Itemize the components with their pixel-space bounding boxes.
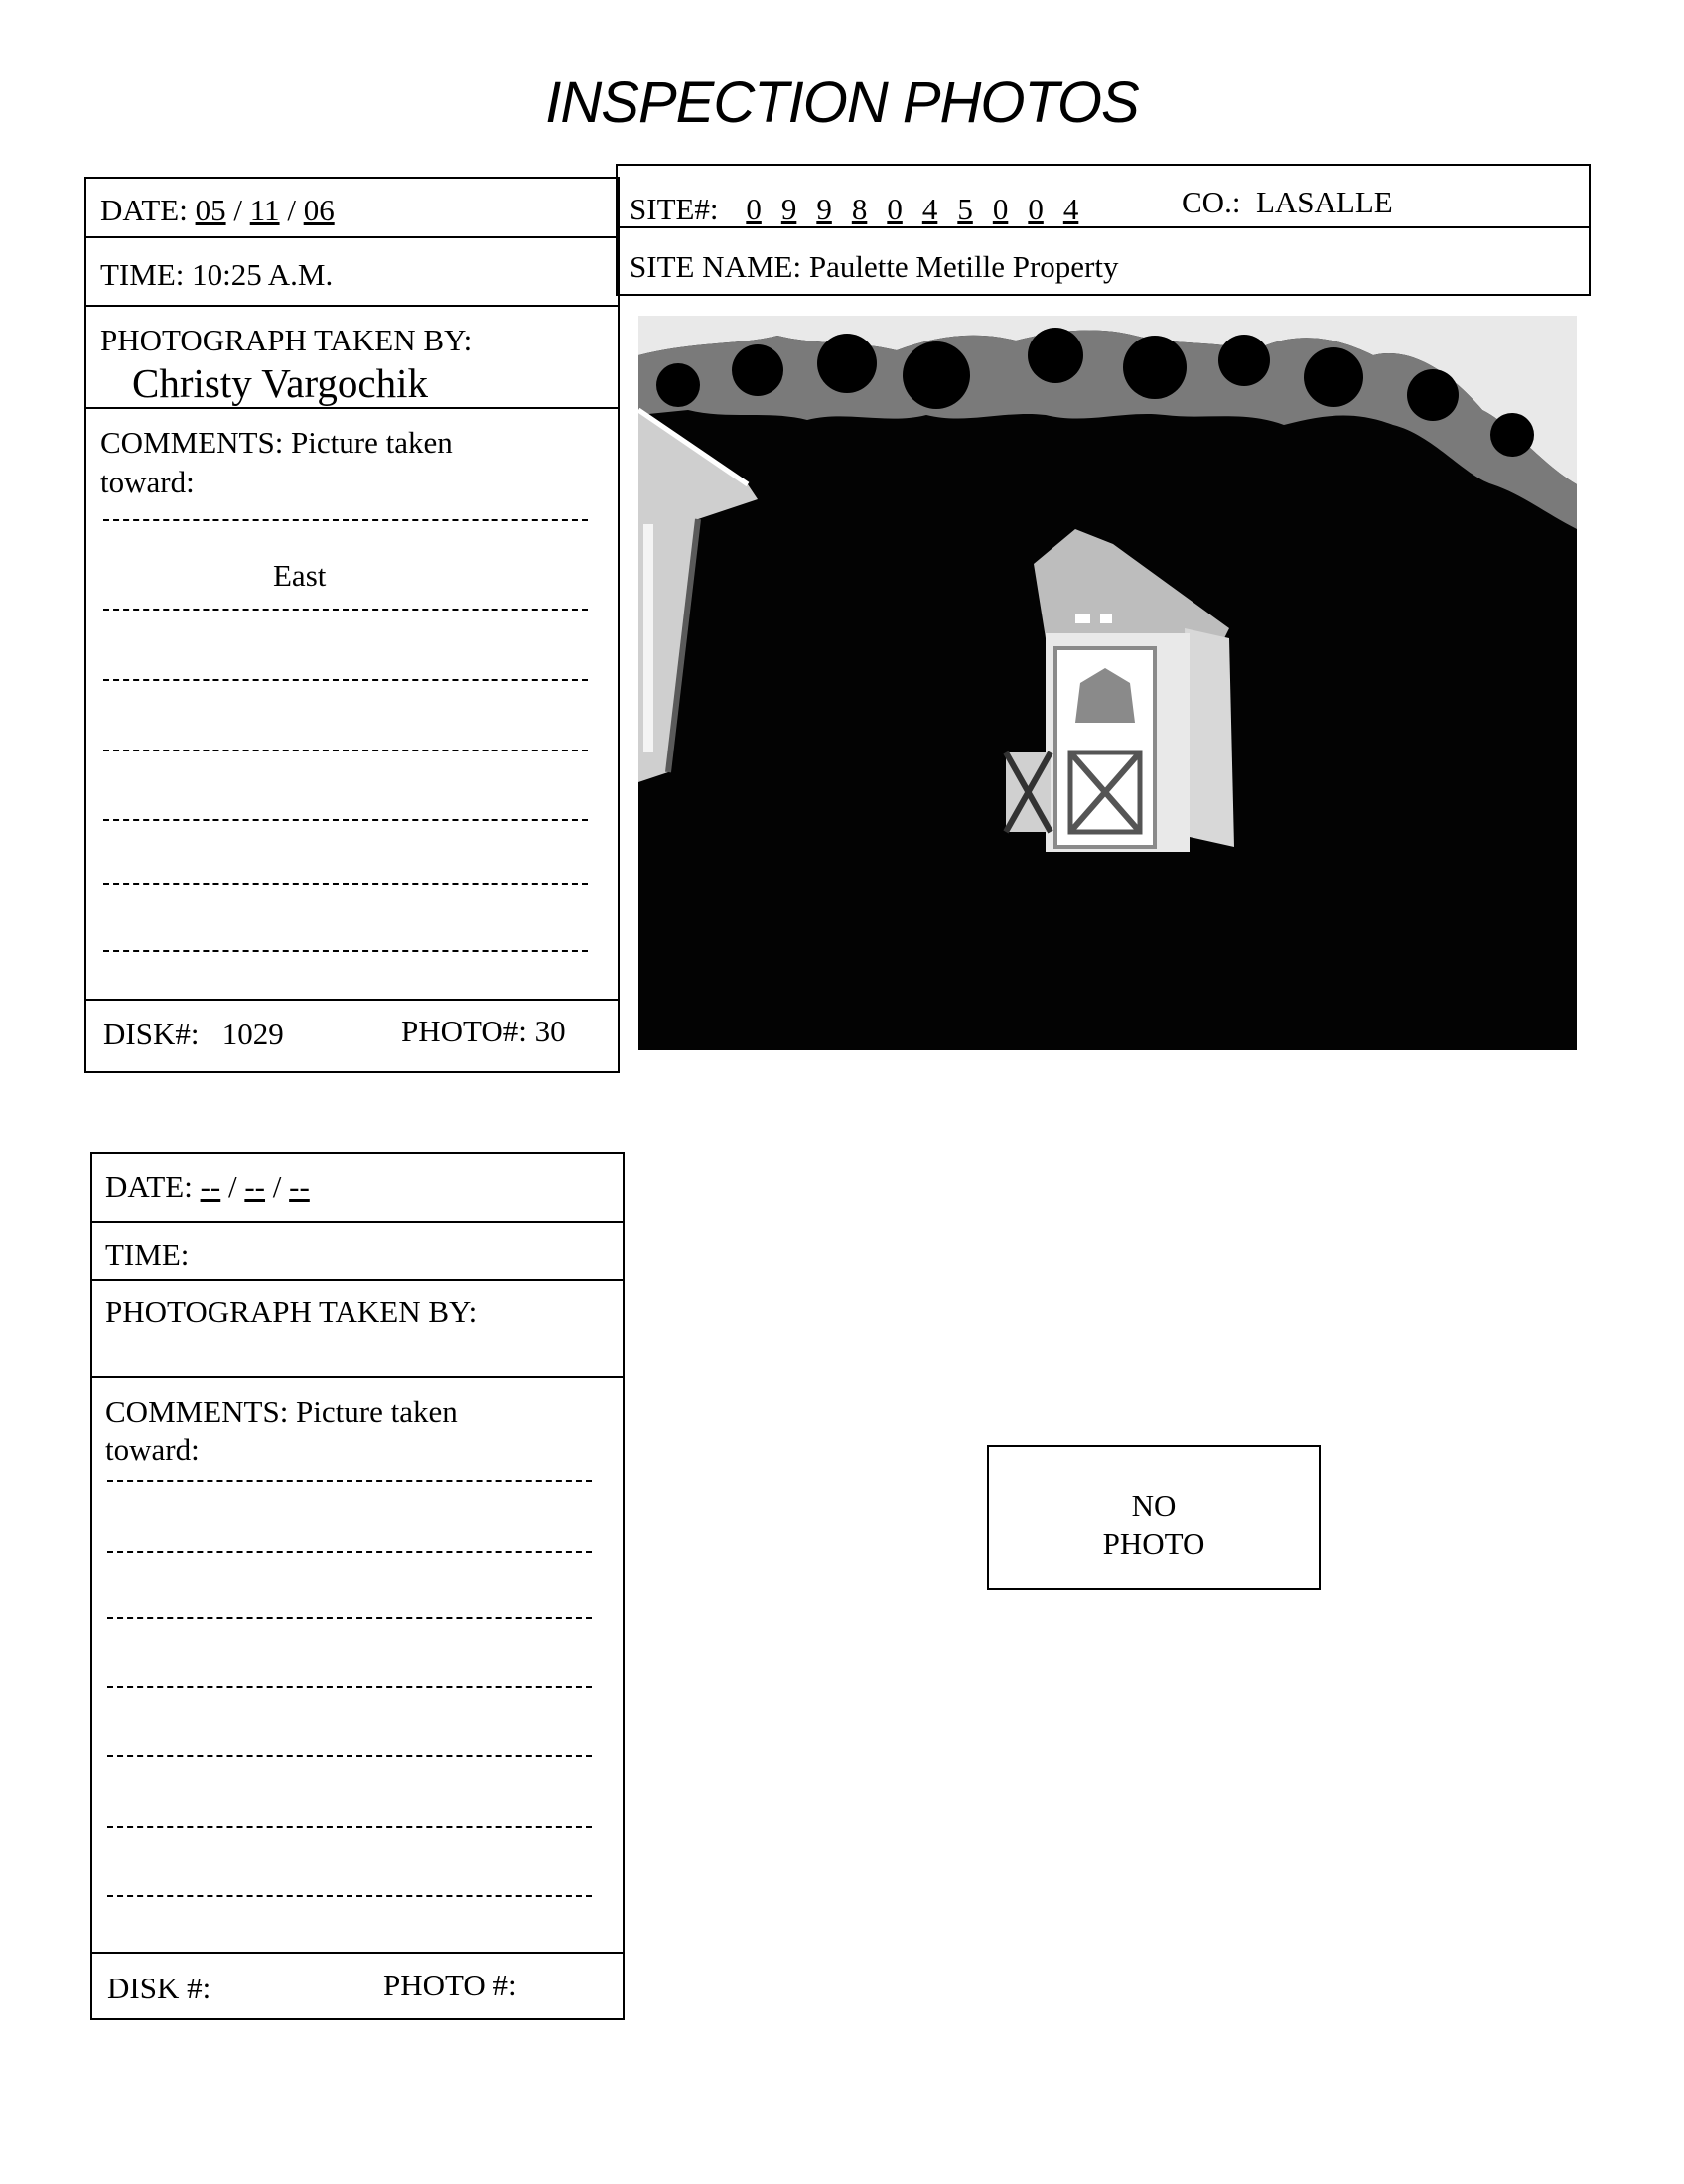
taken-by-label: PHOTOGRAPH TAKEN BY: (100, 323, 473, 357)
site-label: SITE#: (630, 192, 719, 226)
shed-photo-image (638, 316, 1577, 1050)
site-number-field (630, 192, 1078, 227)
top-comments-divider (84, 999, 620, 1001)
site-name-value: Paulette Metille Property (808, 249, 1119, 284)
bottom-comments-divider (90, 1952, 625, 1954)
date-year: 06 (303, 193, 335, 227)
date-month: 05 (195, 193, 226, 227)
date-label: DATE: (100, 193, 188, 227)
comment-line (107, 1617, 592, 1619)
site-name-field (630, 249, 1118, 285)
site-digit: 4 (1062, 192, 1079, 226)
top-form-box (84, 177, 620, 1073)
top-disk-field (103, 1017, 284, 1052)
site-name-label: SITE NAME: (630, 249, 802, 284)
comment-line (107, 1480, 592, 1482)
bottom-comments-label: COMMENTS: Picture taken (105, 1394, 458, 1429)
date-day: 11 (249, 193, 280, 227)
date-sep: / (272, 1169, 282, 1204)
site-digit: 0 (746, 192, 762, 226)
disk-label: DISK#: (103, 1017, 200, 1051)
comment-line (103, 519, 588, 521)
no-photo-box (987, 1445, 1321, 1590)
bottom-photo-label: PHOTO #: (383, 1968, 517, 2002)
bottom-time-label: TIME: (105, 1237, 190, 1272)
site-digit: 0 (887, 192, 903, 226)
site-digit: 9 (780, 192, 797, 226)
page-title: INSPECTION PHOTOS (545, 70, 1139, 135)
comment-line (107, 1551, 592, 1553)
site-digit: 0 (992, 192, 1009, 226)
site-digits (726, 192, 1078, 226)
bottom-takenby-divider (90, 1376, 625, 1378)
top-date-divider (84, 236, 620, 238)
top-photo-field (401, 1014, 566, 1049)
top-takenby-divider (84, 407, 620, 409)
bottom-date-divider (90, 1221, 625, 1223)
no-photo-line1: NO (1131, 1488, 1177, 1523)
comment-line (107, 1895, 592, 1897)
comment-value: East (273, 558, 327, 593)
bottom-comments-label-toward: toward: (105, 1433, 200, 1467)
county-field (1182, 185, 1393, 220)
photo-label: PHOTO#: (401, 1014, 527, 1048)
photo-value: 30 (534, 1014, 566, 1048)
date-month: -- (200, 1169, 221, 1204)
inspection-photo (638, 316, 1577, 1050)
comment-line (103, 883, 588, 885)
comment-line (107, 1686, 592, 1688)
comment-line (103, 950, 588, 952)
date-sep: / (227, 1169, 237, 1204)
comment-line (103, 609, 588, 611)
county-label: CO.: (1182, 185, 1241, 219)
comments-label-toward: toward: (100, 465, 195, 499)
bottom-form-box (90, 1152, 625, 2020)
comment-line (107, 1755, 592, 1757)
comment-line (103, 750, 588, 751)
taken-by-value: Christy Vargochik (132, 360, 429, 406)
bottom-time-divider (90, 1279, 625, 1281)
site-digit: 5 (957, 192, 973, 226)
site-digit: 4 (921, 192, 938, 226)
comment-line (107, 1826, 592, 1828)
comment-line (103, 819, 588, 821)
date-sep: / (233, 193, 242, 227)
bottom-taken-by-label: PHOTOGRAPH TAKEN BY: (105, 1295, 478, 1329)
top-time-divider (84, 305, 620, 307)
time-value: 10:25 A.M. (192, 257, 334, 292)
county-value: LASALLE (1255, 185, 1393, 219)
time-label: TIME: (100, 257, 185, 292)
site-digit: 9 (816, 192, 832, 226)
site-digit: 8 (851, 192, 868, 226)
date-label: DATE: (105, 1169, 193, 1204)
site-digit: 0 (1028, 192, 1044, 226)
disk-value: 1029 (221, 1017, 284, 1051)
bottom-date-field (105, 1169, 310, 1205)
top-time-field (100, 257, 333, 293)
date-day: -- (244, 1169, 266, 1204)
date-year: -- (289, 1169, 310, 1204)
top-date-field (100, 193, 335, 228)
comment-line (103, 679, 588, 681)
no-photo-line2: PHOTO (1102, 1526, 1205, 1561)
date-sep: / (287, 193, 296, 227)
comments-label: COMMENTS: Picture taken (100, 425, 453, 460)
bottom-disk-label: DISK #: (107, 1971, 211, 2005)
